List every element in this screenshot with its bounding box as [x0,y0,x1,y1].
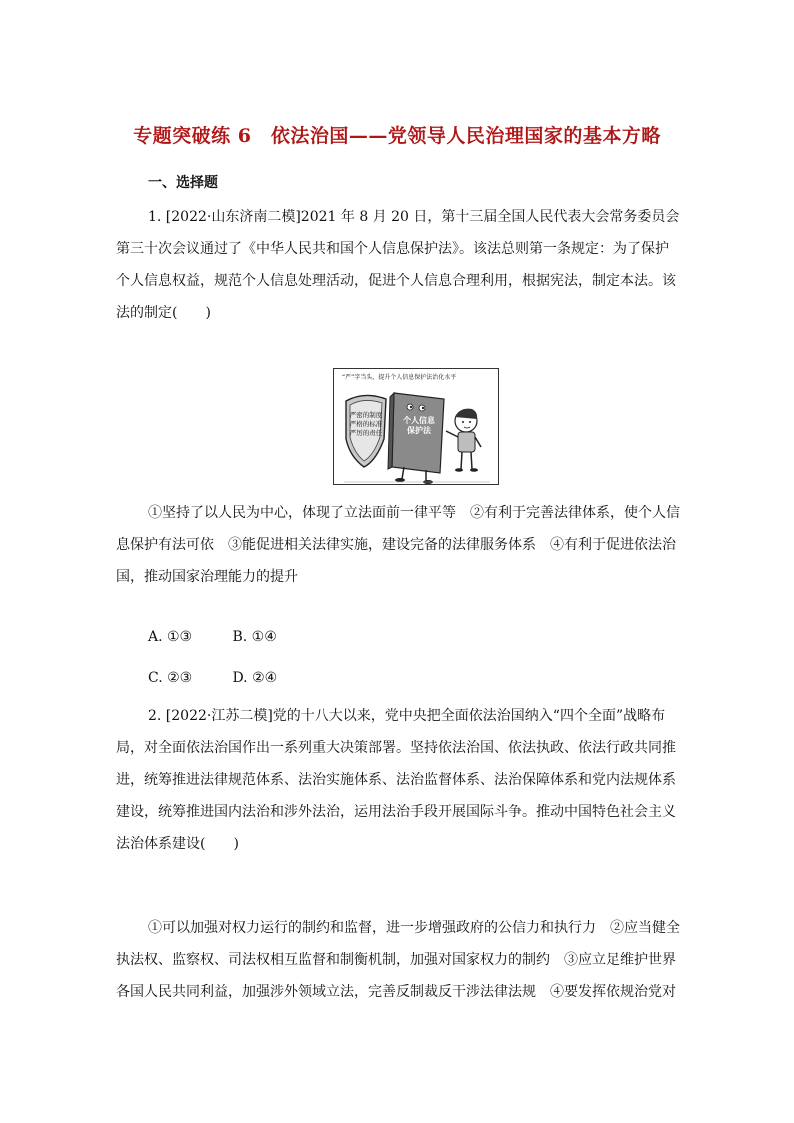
q2-line: 2. [2022·江苏二模]党的十八大以来，党中央把全面依法治国纳入“四个全面”战略布 [148,708,666,724]
q1-statement-line: 息保护有法可依 ③能促进相关法律实施，建设完备的法律服务体系 ④有利于促进依法治 [116,537,676,553]
q1-options-row-1 [148,629,277,645]
q2-statement-line: ①可以加强对权力运行的制约和监督，进一步增强政府的公信力和执行力 ②应当健全 [148,920,680,936]
q2-line: 法治体系建设( ) [116,836,239,852]
q1-line: 个人信息权益，规范个人信息处理活动，促进个人信息合理利用，根据宪法，制定本法。该 [116,273,676,289]
q2-statement-line: 执法权、监察权、司法权相互监督和制衡机制，加强对国家权力的制约 ③应立足维护世界 [116,952,676,968]
q2-line: 建设，统筹推进国内法治和涉外法治，运用法治手段开展国际斗争。推动中国特色社会主义 [116,804,676,820]
question-2-stem [116,700,686,860]
question-1-stem [116,201,686,329]
q1-statement-line: 国，推动国家治理能力的提升 [116,569,298,585]
option-a[interactable]: A. ①③ [148,629,193,645]
cartoon-caption: “严”字当头，提升个人信息保护法治化水平 [342,374,457,381]
q1-line: 法的制定( ) [116,305,211,321]
cartoon-illustration [333,368,499,485]
option-b[interactable]: B. ①④ [232,629,277,645]
book-title-text: 个人信息 保护法 [403,416,435,435]
option-d[interactable]: D. ②④ [232,670,278,686]
question-2-statements [116,912,686,1008]
page-title: 专题突破练 6 依法治国——党领导人民治理国家的基本方略 [133,125,661,147]
question-1-statements [116,497,686,593]
shield-text: 严密的制度 严格的标准 严厉的责任 [349,411,383,437]
q1-line: 1. [2022·山东济南二模]2021 年 8 月 20 日，第十三届全国人民代表大会常务委员会 [148,209,680,225]
q2-statement-line: 各国人民共同利益，加强涉外领域立法，完善反制裁反干涉法律法规 ④要发挥依规治党对 [116,984,676,1000]
option-c[interactable]: C. ②③ [148,670,193,686]
q1-line: 第三十次会议通过了《中华人民共和国个人信息保护法》。该法总则第一条规定：为了保护 [116,241,669,257]
q2-line: 局，对全面依法治国作出一系列重大决策部署。坚持依法治国、依法执政、依法行政共同推 [116,740,676,756]
section-heading: 一、选择题 [148,175,218,191]
q2-line: 进，统筹推进法律规范体系、法治实施体系、法治监督体系、法治保障体系和党内法规体系 [116,772,676,788]
q1-options-row-2 [148,670,277,686]
q1-statement-line: ①坚持了以人民为中心，体现了立法面前一律平等 ②有利于完善法律体系，使个人信 [148,505,680,521]
